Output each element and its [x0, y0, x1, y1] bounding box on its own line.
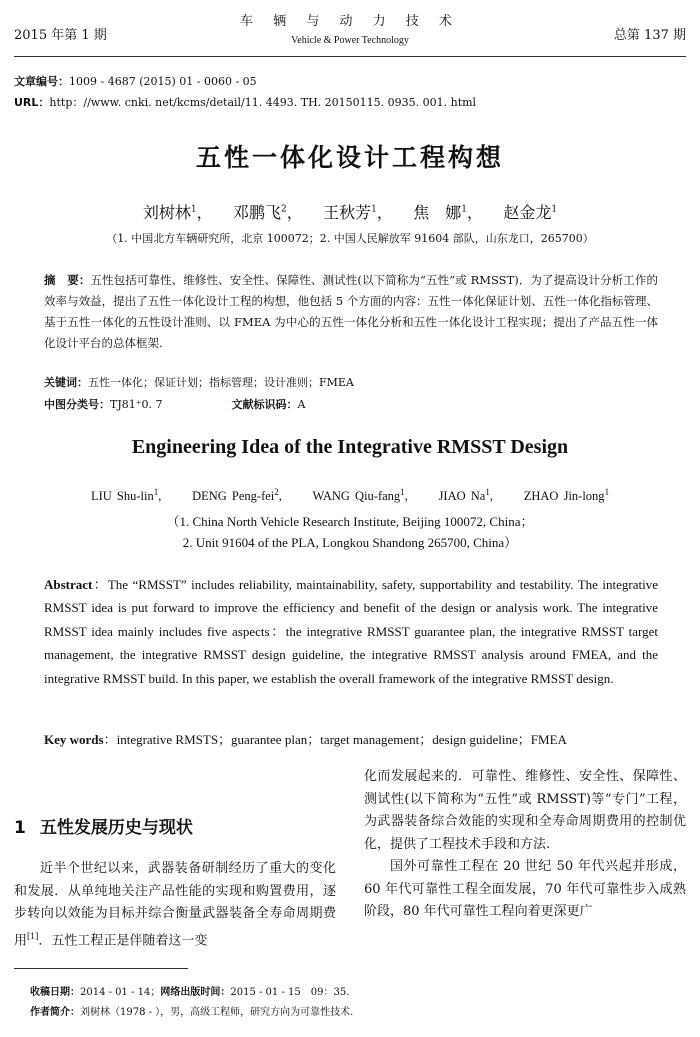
abstract-en-text: ：The “RMSST” includes reliability, maintainability, safety, supportability and testability. The integrative RMSST idea is put forward to improve the efficiency and benefit of the design or analysis work. The integrative RMSST idea mainly includes five aspects：the integrative RMSST guarantee plan, the integrative RMSST target management, the integrative RMSST design guideline, the integrative RMSST analysis around FMEA, and the integrative RMSST build. In this paper, we establish the overall framework of the integrative RMSST design.: [44, 577, 658, 686]
journal-name-en: Vehicle & Power Technology: [291, 35, 409, 46]
keywords-en-text: ：integrative RMSTS；guarantee plan；target management；design guideline；FMEA: [103, 732, 567, 747]
abstract-en: [44, 573, 658, 690]
keywords-cn: [44, 374, 354, 390]
body-paragraph: 国外可靠性工程在 20 世纪 50 年代兴起并形成，60 年代可靠性工程全面发展，70 年代可靠性步入成熟阶段，80 年代可靠性工程向着更深更广: [364, 859, 686, 919]
author-en: DENG Peng-fei$^2$,: [192, 487, 282, 504]
authors-cn: [0, 200, 700, 223]
author-cn: 赵金龙$^1$: [503, 203, 558, 222]
header-divider: [14, 56, 686, 57]
section-title: 五性发展历史与现状: [39, 818, 193, 838]
journal-name-cn: 车 辆 与 动 力 技 术: [240, 14, 460, 29]
title-en: Engineering Idea of the Integrative RMSST Design: [131, 436, 569, 458]
keywords-cn-label: 关键词：: [44, 376, 88, 389]
article-number-label: 文章编号：: [14, 75, 69, 88]
article-number-row: [14, 73, 257, 89]
title-cn: 五性一体化设计工程构想: [195, 143, 504, 172]
body-column-left: [14, 858, 336, 952]
affiliation-en-line: 2. Unit 91604 of the PLA, Longkou Shandong 265700, China）: [182, 535, 518, 550]
doc-code-label: 文献标识码：: [231, 398, 298, 411]
classification-row: [44, 396, 306, 412]
affiliation-en-line: （1. China North Vehicle Research Institute, Beijing 100072, China；: [166, 514, 534, 529]
total-issue-label: 总第 137 期: [613, 28, 686, 43]
author-cn: 王秋芳$^1$，: [323, 203, 393, 222]
abstract-en-label: Abstract: [44, 577, 93, 592]
abstract-cn-text: 五性包括可靠性、维修性、安全性、保障性、测试性(以下简称为“五性”或 RMSST)．为了提高设计分析工作的效率与效益，提出了五性一体化设计工程的构想，他包括 5 个方面的内容：五性一体化保证计划、五性一体化指标管理、基于五性一体化的五性设计准则、以 FMEA 为中心的五性一体化分析和五性一体化设计工程实现；提出了产品五性一体化设计平台的总体框架.: [44, 273, 659, 350]
abstract-cn: [44, 270, 658, 354]
section-number: 1: [14, 818, 26, 838]
author-cn: 邓鹏飞$^2$，: [233, 203, 303, 222]
doc-code: A: [297, 398, 306, 411]
abstract-cn-label: 摘 要：: [44, 273, 91, 287]
journal-header: [0, 10, 700, 46]
body-paragraph: 化而发展起来的．可靠性、维修性、安全性、保障性、测试性(以下简称为“五性”或 RMSST)等“专门”工程，为武器装备综合效能的实现和全寿命周期费用的控制优化，提供了工程技术手段和方法.: [364, 769, 686, 852]
article-number: 1009 - 4687 (2015) 01 - 0060 - 05: [69, 75, 257, 88]
keywords-en: [44, 729, 567, 748]
author-en: JIAO Na$^1$,: [438, 487, 493, 504]
affiliation-cn: （1. 中国北方车辆研究所，北京 100072；2. 中国人民解放军 91604 部队，山东龙口，265700）: [106, 232, 594, 245]
citation-ref[interactable]: [1]: [27, 931, 39, 941]
issue-label: 2015 年第 1 期: [14, 28, 107, 43]
clc-label: 中图分类号：: [44, 398, 110, 411]
section-heading: [14, 813, 193, 838]
url-label: URL：: [14, 96, 50, 109]
author-cn: 刘树林$^1$，: [142, 203, 213, 222]
article-url[interactable]: http：//www. cnki. net/kcms/detail/11. 4493. TH. 20150115. 0935. 001. html: [49, 96, 477, 109]
footnote-dates: 收稿日期：2014 - 01 - 14；网络出版时间：2015 - 01 - 15 09：35.: [30, 987, 350, 998]
author-en: WANG Qiu-fang$^1$,: [312, 487, 408, 504]
author-cn: 焦 娜$^1$，: [413, 203, 483, 222]
keywords-cn-text: 五性一体化；保证计划；指标管理；设计准则；FMEA: [88, 376, 354, 389]
keywords-en-label: Key words: [44, 732, 104, 747]
footnote-divider: [14, 968, 188, 969]
author-en: LIU Shu-lin$^1$,: [90, 487, 162, 504]
body-column-right: [364, 766, 686, 924]
footnote-author: 作者简介：刘树林（1978 - ），男，高级工程师，研究方向为可靠性技术.: [30, 1007, 354, 1018]
authors-en: [0, 487, 700, 504]
clc-code: TJ81⁺0. 7: [110, 398, 163, 411]
author-en: ZHAO Jin-long$^1$: [523, 487, 610, 504]
body-paragraph: 近半个世纪以来，武器装备研制经历了重大的变化和发展．从单纯地关注产品性能的实现和购置费用，逐步转向以效能为目标并综合衡量武器装备全寿命周期费用[1]．五性工程正是伴随着这一变: [14, 861, 336, 948]
url-row: [14, 94, 476, 110]
